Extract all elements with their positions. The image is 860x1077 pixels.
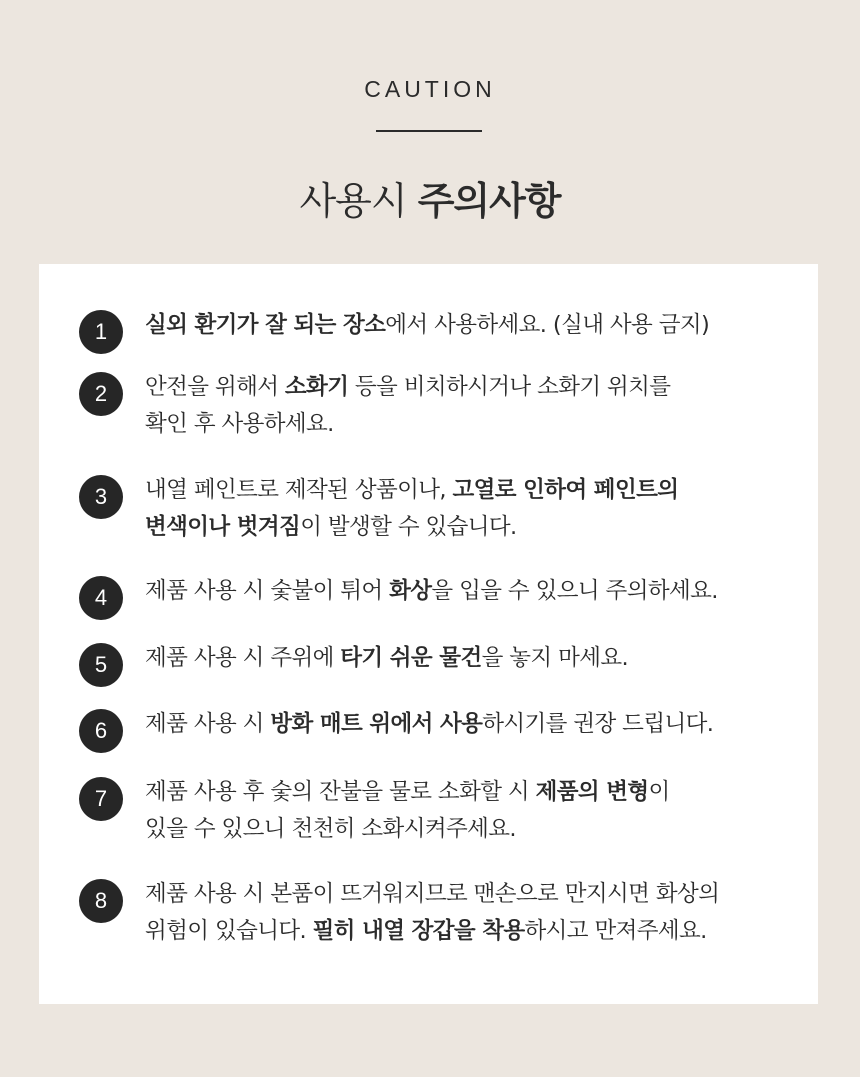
number-badge: 7 (79, 777, 123, 821)
caution-line (145, 640, 805, 677)
emphasis-text: 타기 쉬운 물건 (340, 645, 482, 671)
body-text: 제품 사용 후 숯의 잔불을 물로 소화할 시 (145, 779, 536, 805)
title-light: 사용시 (299, 179, 418, 223)
emphasis-text: 변색이나 벗겨짐 (145, 514, 301, 540)
emphasis-text: 화상 (389, 578, 432, 604)
caution-line (145, 706, 805, 743)
caution-line (145, 369, 805, 406)
body-text: 이 발생할 수 있습니다. (300, 514, 517, 540)
body-text: 안전을 위해서 (145, 374, 285, 400)
emphasis-text: 소화기 (284, 374, 349, 400)
body-text: 에서 사용하세요. (실내 사용 금지) (385, 312, 710, 338)
caution-eyebrow: CAUTION (364, 76, 496, 102)
caution-text (145, 369, 805, 443)
emphasis-text: 고열로 인하여 페인트의 (452, 477, 679, 503)
body-text: 하시고 만져주세요. (524, 918, 707, 944)
caution-card (39, 264, 818, 1004)
caution-text (145, 573, 805, 610)
number-badge: 8 (79, 879, 123, 923)
body-text: 위험이 있습니다. (145, 918, 313, 944)
body-text: 있을 수 있으니 천천히 소화시켜주세요. (145, 816, 516, 842)
title-bold: 주의사항 (417, 179, 561, 223)
emphasis-text: 실외 환기가 잘 되는 장소 (145, 312, 386, 338)
body-text: 확인 후 사용하세요. (145, 411, 334, 437)
caution-text (145, 472, 805, 546)
body-text: 제품 사용 시 숯불이 튀어 (145, 578, 390, 604)
caution-line (145, 406, 805, 443)
emphasis-text: 방화 매트 위에서 사용 (270, 711, 483, 737)
body-text: 제품 사용 시 (145, 711, 271, 737)
body-text: 제품 사용 시 본품이 뜨거워지므로 맨손으로 만지시면 화상의 (145, 881, 720, 907)
caution-text (145, 706, 805, 743)
caution-line (145, 913, 805, 950)
caution-text (145, 640, 805, 677)
caution-line (145, 876, 805, 913)
number-badge: 2 (79, 372, 123, 416)
caution-text (145, 307, 805, 344)
body-text: 내열 페인트로 제작된 상품이나, (145, 477, 453, 503)
body-text: 을 입을 수 있으니 주의하세요. (431, 578, 718, 604)
number-badge: 3 (79, 475, 123, 519)
caution-line (145, 811, 805, 848)
caution-text (145, 876, 805, 950)
divider (376, 130, 482, 132)
body-text: 을 놓지 마세요. (481, 645, 629, 671)
caution-line (145, 472, 805, 509)
caution-line (145, 307, 805, 344)
number-badge: 6 (79, 709, 123, 753)
caution-line (145, 509, 805, 546)
emphasis-text: 필히 내열 장갑을 착용 (312, 918, 525, 944)
page-title (0, 170, 860, 225)
caution-line (145, 774, 805, 811)
caution-text (145, 774, 805, 848)
number-badge: 5 (79, 643, 123, 687)
number-badge: 1 (79, 310, 123, 354)
body-text: 등을 비치하시거나 소화기 위치를 (348, 374, 671, 400)
caution-line (145, 573, 805, 610)
body-text: 하시기를 권장 드립니다. (482, 711, 714, 737)
body-text: 제품 사용 시 주위에 (145, 645, 341, 671)
number-badge: 4 (79, 576, 123, 620)
emphasis-text: 제품의 변형 (535, 779, 649, 805)
body-text: 이 (648, 779, 670, 805)
